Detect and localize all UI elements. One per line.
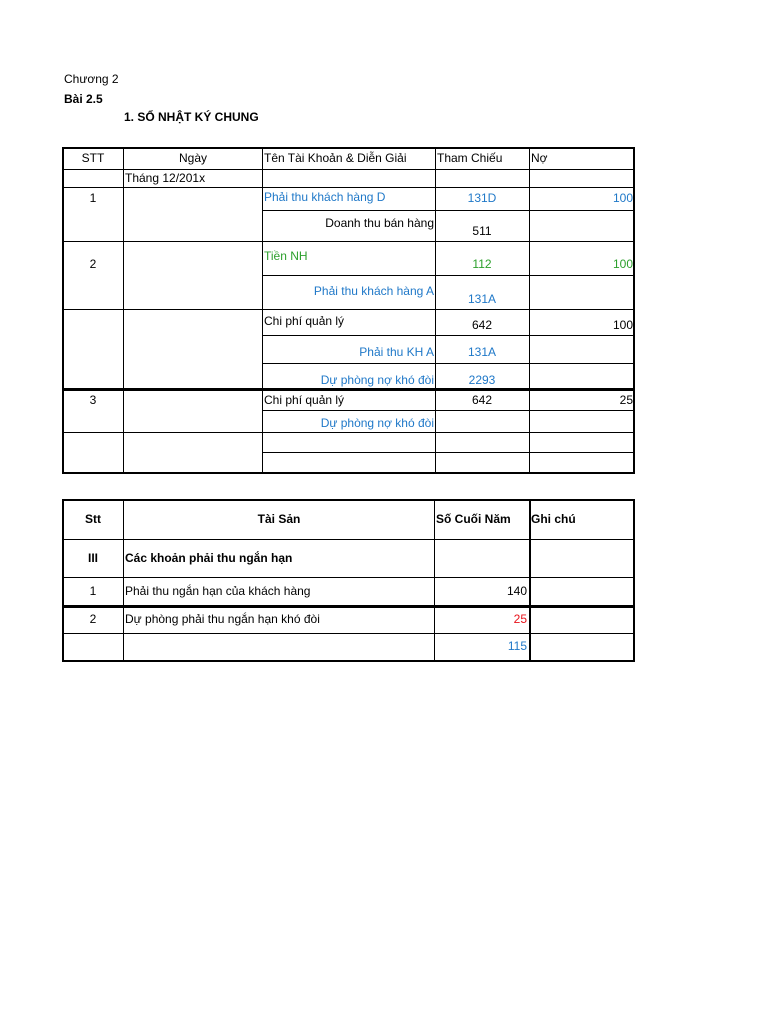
debit-amount: 25 <box>619 393 633 407</box>
reference-code: 131A <box>467 292 497 306</box>
journal-line <box>262 210 635 211</box>
month-label: Tháng 12/201x <box>125 171 206 185</box>
column-header-date: Ngày <box>178 151 208 165</box>
account-name: Doanh thu bán hàng <box>325 216 434 230</box>
row-stt: 1 <box>89 191 97 205</box>
year-end-value: 140 <box>506 584 527 598</box>
journal-line <box>62 241 635 242</box>
debit-amount: 100 <box>612 318 633 332</box>
journal-column-divider <box>435 147 436 474</box>
chapter-label: Chương 2 <box>64 72 119 86</box>
asset-item: Các khoản phải thu ngắn hạn <box>125 551 293 565</box>
account-name: Phải thu khách hàng D <box>264 190 386 204</box>
account-name: Dự phòng nợ khó đòi <box>320 416 434 430</box>
journal-column-divider <box>123 147 124 474</box>
journal-line <box>262 335 635 336</box>
column-header-note: Ghi chú <box>531 512 576 526</box>
asset-item: Dự phòng phải thu ngắn hạn khó đòi <box>125 612 320 626</box>
column-header-asset: Tài Sản <box>257 512 301 526</box>
account-name: Phải thu KH A <box>359 345 434 359</box>
journal-column-divider <box>262 147 263 474</box>
journal-line <box>262 363 635 364</box>
balance-line <box>62 539 635 540</box>
journal-title: 1. SỔ NHẬT KÝ CHUNG <box>124 110 259 124</box>
reference-code: 511 <box>472 224 492 238</box>
debit-amount: 100 <box>612 191 633 205</box>
reference-code: 642 <box>471 318 493 332</box>
column-header-stt: STT <box>81 151 105 165</box>
reference-code: 131A <box>467 345 497 359</box>
row-stt: 2 <box>89 612 97 626</box>
journal-line <box>62 432 635 433</box>
account-name: Tiền NH <box>264 249 308 263</box>
reference-code: 2293 <box>468 373 496 387</box>
balance-line <box>62 577 635 578</box>
journal-line <box>62 309 635 310</box>
journal-line <box>62 388 635 391</box>
column-header-stt: Stt <box>85 512 101 526</box>
debit-amount: 100 <box>612 257 633 271</box>
account-name: Phải thu khách hàng A <box>313 284 434 298</box>
exercise-label: Bài 2.5 <box>64 92 103 106</box>
column-header-reference: Tham Chiếu <box>437 151 503 165</box>
balance-line <box>62 605 635 608</box>
row-stt: 3 <box>89 393 97 407</box>
column-header-debit: Nợ <box>531 151 548 165</box>
account-name: Chi phí quản lý <box>264 314 345 328</box>
balance-column-divider <box>123 499 124 662</box>
column-header-year-end: Số Cuối Năm <box>436 512 511 526</box>
balance-column-divider <box>434 499 435 662</box>
column-header-account: Tên Tài Khoản & Diễn Giải <box>264 151 407 165</box>
net-total-value: 115 <box>507 639 527 653</box>
journal-line <box>62 187 635 188</box>
row-stt: 2 <box>89 257 97 271</box>
asset-item: Phải thu ngắn hạn của khách hàng <box>125 584 311 598</box>
account-name: Dự phòng nợ khó đòi <box>320 373 434 387</box>
journal-line <box>262 275 635 276</box>
year-end-value: 25 <box>513 612 527 626</box>
journal-column-divider <box>529 147 530 474</box>
reference-code: 112 <box>472 257 492 271</box>
balance-line <box>62 633 635 634</box>
journal-line <box>262 452 635 453</box>
row-stt: 1 <box>89 584 97 598</box>
account-name: Chi phí quản lý <box>264 393 345 407</box>
reference-code: 642 <box>471 393 493 407</box>
row-stt: III <box>87 551 99 565</box>
journal-line <box>262 410 635 411</box>
reference-code: 131D <box>467 191 497 205</box>
journal-line <box>62 169 635 170</box>
